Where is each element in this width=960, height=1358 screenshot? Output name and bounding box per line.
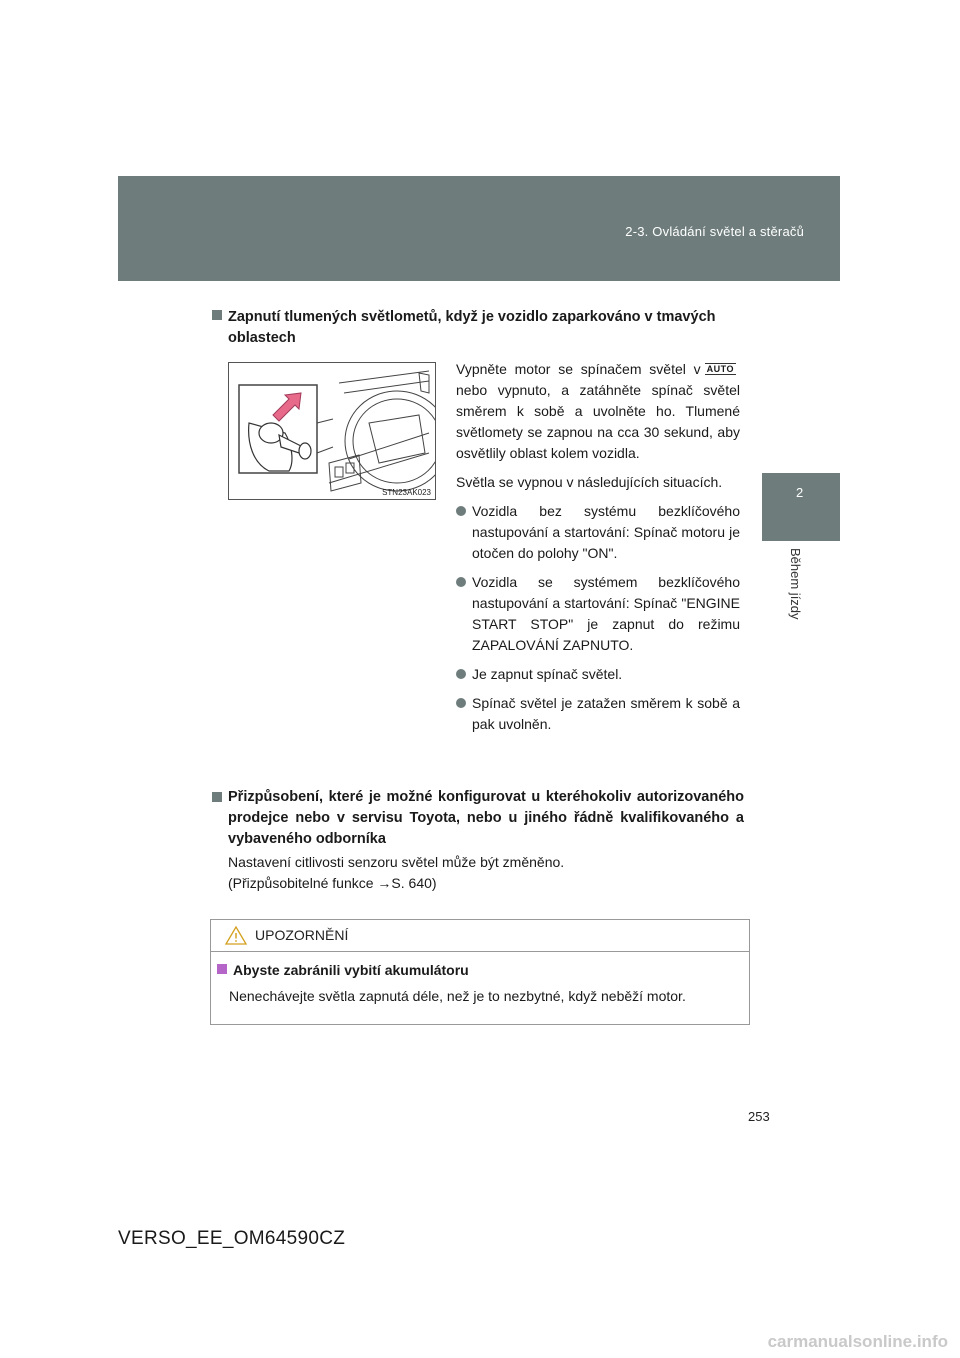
list-item: Vozidla bez systému bezklíčového nastupování a startování: Spínač motoru je otočen do polohy "ON". — [456, 501, 740, 564]
figure-code: STN23AK023 — [382, 488, 431, 497]
section-title: 2-3. Ovládání světel a stěračů — [625, 224, 804, 239]
warning-square-icon — [217, 964, 227, 974]
section2-text: Nastavení citlivosti senzoru světel může být změněno. — [228, 854, 565, 870]
list-item: Vozidla se systémem bezklíčového nastupování a startování: Spínač "ENGINE START STOP" je zapnut do režimu ZAPALOVÁNÍ ZAPNUTO. — [456, 572, 740, 656]
heading-square-icon — [212, 310, 222, 320]
watermark: carmanualsonline.info — [767, 1332, 948, 1351]
section1-body — [456, 359, 740, 743]
warning-title: UPOZORNĚNÍ — [255, 927, 349, 943]
warning-header — [211, 920, 749, 952]
page-number: 253 — [748, 1109, 770, 1124]
chapter-tab — [762, 473, 840, 541]
section2-heading: Přizpůsobení, které je možné konfigurovat u kteréhokoliv autorizovaného prodejce nebo v servisu Toyota, nebo u jiného řádně kvalifikovaného a vybaveného odborníka — [212, 787, 744, 850]
heading-square-icon — [212, 792, 222, 802]
off-intro: Světla se vypnou v následujících situacích. — [456, 474, 723, 490]
section2-body — [228, 852, 748, 894]
chapter-label: Během jízdy — [788, 548, 803, 620]
light-switch-figure — [228, 362, 436, 500]
document-code: VERSO_EE_OM64590CZ — [118, 1228, 346, 1249]
section1-heading: Zapnutí tlumených světlometů, když je vozidlo zaparkováno v tmavých oblastech — [212, 307, 744, 349]
chapter-number: 2 — [796, 485, 804, 500]
header-bar — [118, 176, 840, 281]
auto-icon: AUTO — [706, 364, 734, 374]
section2-reference: (Přizpůsobitelné funkce →S. 640) — [228, 875, 437, 891]
intro-paragraph: Vypněte motor se spínačem světel v AUTOnebo vypnuto, a zatáhněte spínač světel směrem k sobě a uvolněte ho. Tlumené světlomety se zapnou na cca 30 sekund, aby osvětlily oblast kolem vozidla. — [456, 361, 740, 461]
warning-subheading: Abyste zabránili vybití akumulátoru — [217, 962, 469, 978]
steering-wheel-illustration — [229, 363, 435, 499]
warning-text: Nenechávejte světla zapnutá déle, než je to nezbytné, když neběží motor. — [229, 988, 686, 1004]
list-item: Je zapnut spínač světel. — [456, 664, 740, 685]
list-item: Spínač světel je zatažen směrem k sobě a pak uvolněn. — [456, 693, 740, 735]
warning-box — [210, 919, 750, 1025]
warning-triangle-icon — [225, 926, 247, 945]
